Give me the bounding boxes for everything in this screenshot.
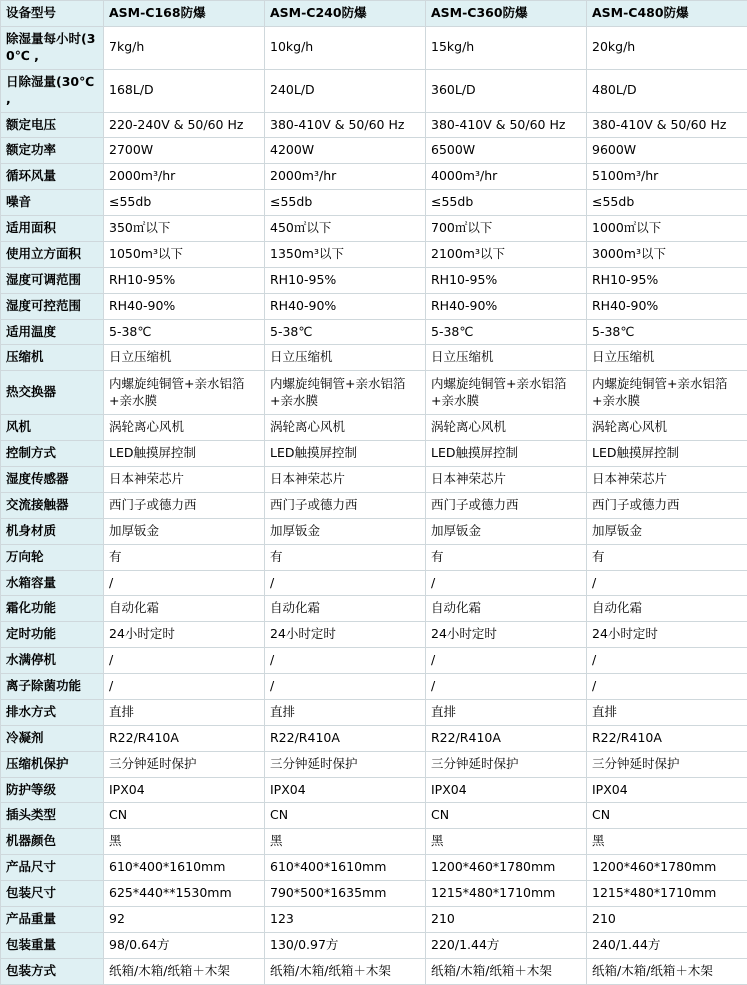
table-cell: 450㎡以下 <box>265 216 426 242</box>
table-cell: 210 <box>587 906 747 932</box>
table-row <box>1 27 747 70</box>
table-cell: / <box>104 674 265 700</box>
table-cell: 涡轮离心风机 <box>104 415 265 441</box>
row-label-cell: 湿度可控范围 <box>1 293 104 319</box>
table-cell: / <box>587 648 747 674</box>
table-cell: 168L/D <box>104 69 265 112</box>
table-cell: 自动化霜 <box>426 596 587 622</box>
table-cell: LED触摸屏控制 <box>587 441 747 467</box>
table-cell: 1050m³以下 <box>104 241 265 267</box>
model-header-cell: ASM-C240防爆 <box>265 1 426 27</box>
table-cell: 130/0.97方 <box>265 932 426 958</box>
table-cell: 日本神荣芯片 <box>104 467 265 493</box>
table-cell: 2000m³/hr <box>104 164 265 190</box>
table-cell: 直排 <box>426 699 587 725</box>
table-cell: RH40-90% <box>104 293 265 319</box>
table-cell: 220-240V & 50/60 Hz <box>104 112 265 138</box>
table-cell: 1215*480*1710mm <box>426 881 587 907</box>
table-cell: RH10-95% <box>265 267 426 293</box>
table-cell: 直排 <box>265 699 426 725</box>
table-cell: / <box>104 570 265 596</box>
row-label-cell: 交流接触器 <box>1 492 104 518</box>
table-cell: IPX04 <box>265 777 426 803</box>
row-label-cell: 产品重量 <box>1 906 104 932</box>
table-cell: 5-38℃ <box>265 319 426 345</box>
table-cell: 日立压缩机 <box>104 345 265 371</box>
table-cell: R22/R410A <box>587 725 747 751</box>
table-row <box>1 216 747 242</box>
table-cell: 纸箱/木箱/纸箱＋木架 <box>265 958 426 984</box>
table-cell: 西门子或德力西 <box>426 492 587 518</box>
table-cell: 纸箱/木箱/纸箱＋木架 <box>587 958 747 984</box>
table-row <box>1 467 747 493</box>
table-cell: 日立压缩机 <box>265 345 426 371</box>
table-cell: 1200*460*1780mm <box>426 855 587 881</box>
table-row <box>1 164 747 190</box>
table-row <box>1 855 747 881</box>
table-cell: 92 <box>104 906 265 932</box>
table-cell: 20kg/h <box>587 27 747 70</box>
table-cell: 西门子或德力西 <box>587 492 747 518</box>
table-row <box>1 777 747 803</box>
table-row <box>1 293 747 319</box>
table-cell: 240/1.44方 <box>587 932 747 958</box>
row-label-cell: 噪音 <box>1 190 104 216</box>
table-cell: ≤55db <box>104 190 265 216</box>
table-cell: 日本神荣芯片 <box>426 467 587 493</box>
table-cell: R22/R410A <box>104 725 265 751</box>
table-cell: 西门子或德力西 <box>104 492 265 518</box>
table-cell: CN <box>265 803 426 829</box>
row-label-cell: 包装方式 <box>1 958 104 984</box>
table-cell: RH40-90% <box>426 293 587 319</box>
table-cell: CN <box>587 803 747 829</box>
table-cell: / <box>426 674 587 700</box>
table-cell: 1350m³以下 <box>265 241 426 267</box>
header-label-cell: 设备型号 <box>1 1 104 27</box>
row-label-cell: 额定功率 <box>1 138 104 164</box>
row-label-cell: 冷凝剂 <box>1 725 104 751</box>
table-cell: 610*400*1610mm <box>104 855 265 881</box>
table-cell: 2000m³/hr <box>265 164 426 190</box>
table-cell: 380-410V & 50/60 Hz <box>265 112 426 138</box>
table-cell: 加厚钣金 <box>587 518 747 544</box>
table-cell: 内螺旋纯铜管+亲水铝箔+亲水膜 <box>587 371 747 415</box>
row-label-cell: 风机 <box>1 415 104 441</box>
table-cell: 有 <box>426 544 587 570</box>
table-row <box>1 751 747 777</box>
row-label-cell: 插头类型 <box>1 803 104 829</box>
table-row <box>1 803 747 829</box>
table-cell: ≤55db <box>265 190 426 216</box>
table-cell: 2100m³以下 <box>426 241 587 267</box>
table-cell: 加厚钣金 <box>265 518 426 544</box>
row-label-cell: 机身材质 <box>1 518 104 544</box>
table-cell: ≤55db <box>426 190 587 216</box>
table-cell: IPX04 <box>587 777 747 803</box>
table-cell: 24小时定时 <box>426 622 587 648</box>
table-cell: 日本神荣芯片 <box>587 467 747 493</box>
table-cell: / <box>426 648 587 674</box>
row-label-cell: 排水方式 <box>1 699 104 725</box>
table-row <box>1 881 747 907</box>
table-cell: R22/R410A <box>426 725 587 751</box>
table-cell: 涡轮离心风机 <box>587 415 747 441</box>
table-cell: 350㎡以下 <box>104 216 265 242</box>
table-cell: / <box>265 648 426 674</box>
row-label-cell: 包装重量 <box>1 932 104 958</box>
table-cell: 380-410V & 50/60 Hz <box>587 112 747 138</box>
table-cell: 日立压缩机 <box>587 345 747 371</box>
table-cell: 西门子或德力西 <box>265 492 426 518</box>
table-row <box>1 267 747 293</box>
table-cell: / <box>587 674 747 700</box>
table-row <box>1 492 747 518</box>
table-row <box>1 596 747 622</box>
table-cell: 内螺旋纯铜管+亲水铝箔+亲水膜 <box>265 371 426 415</box>
table-cell: RH10-95% <box>587 267 747 293</box>
table-cell: 直排 <box>587 699 747 725</box>
table-cell: / <box>104 648 265 674</box>
table-row <box>1 345 747 371</box>
row-label-cell: 万向轮 <box>1 544 104 570</box>
table-cell: 380-410V & 50/60 Hz <box>426 112 587 138</box>
table-row <box>1 112 747 138</box>
table-cell: 直排 <box>104 699 265 725</box>
row-label-cell: 压缩机 <box>1 345 104 371</box>
table-row <box>1 138 747 164</box>
table-cell: / <box>587 570 747 596</box>
model-header-cell: ASM-C360防爆 <box>426 1 587 27</box>
row-label-cell: 压缩机保护 <box>1 751 104 777</box>
table-cell: 700㎡以下 <box>426 216 587 242</box>
model-header-cell: ASM-C168防爆 <box>104 1 265 27</box>
table-row <box>1 518 747 544</box>
table-row <box>1 648 747 674</box>
table-cell: / <box>265 674 426 700</box>
table-row <box>1 69 747 112</box>
table-cell: 黑 <box>104 829 265 855</box>
row-label-cell: 离子除菌功能 <box>1 674 104 700</box>
row-label-cell: 除湿量每小时(30℃ , <box>1 27 104 70</box>
table-cell: 10kg/h <box>265 27 426 70</box>
table-cell: 三分钟延时保护 <box>265 751 426 777</box>
table-cell: RH40-90% <box>265 293 426 319</box>
table-row <box>1 319 747 345</box>
table-cell: 1215*480*1710mm <box>587 881 747 907</box>
row-label-cell: 水满停机 <box>1 648 104 674</box>
table-cell: RH10-95% <box>104 267 265 293</box>
table-cell: / <box>426 570 587 596</box>
table-cell: 三分钟延时保护 <box>587 751 747 777</box>
table-cell: LED触摸屏控制 <box>265 441 426 467</box>
table-row <box>1 570 747 596</box>
table-cell: 6500W <box>426 138 587 164</box>
table-cell: 4200W <box>265 138 426 164</box>
table-cell: RH40-90% <box>587 293 747 319</box>
table-cell: 纸箱/木箱/纸箱＋木架 <box>104 958 265 984</box>
table-cell: 210 <box>426 906 587 932</box>
row-label-cell: 控制方式 <box>1 441 104 467</box>
row-label-cell: 防护等级 <box>1 777 104 803</box>
table-cell: 有 <box>587 544 747 570</box>
table-cell: 自动化霜 <box>587 596 747 622</box>
row-label-cell: 霜化功能 <box>1 596 104 622</box>
table-cell: 9600W <box>587 138 747 164</box>
table-row <box>1 674 747 700</box>
table-cell: 5-38℃ <box>104 319 265 345</box>
table-cell: 加厚钣金 <box>104 518 265 544</box>
table-cell: 涡轮离心风机 <box>265 415 426 441</box>
table-row <box>1 829 747 855</box>
table-row <box>1 241 747 267</box>
row-label-cell: 适用面积 <box>1 216 104 242</box>
table-cell: ≤55db <box>587 190 747 216</box>
table-cell: 内螺旋纯铜管+亲水铝箔+亲水膜 <box>426 371 587 415</box>
table-cell: 625*440**1530mm <box>104 881 265 907</box>
table-cell: 360L/D <box>426 69 587 112</box>
row-label-cell: 机器颜色 <box>1 829 104 855</box>
row-label-cell: 包装尺寸 <box>1 881 104 907</box>
table-cell: 98/0.64方 <box>104 932 265 958</box>
table-cell: LED触摸屏控制 <box>426 441 587 467</box>
table-row <box>1 958 747 984</box>
row-label-cell: 日除湿量(30℃ , <box>1 69 104 112</box>
table-cell: 涡轮离心风机 <box>426 415 587 441</box>
table-cell: 5100m³/hr <box>587 164 747 190</box>
table-row <box>1 699 747 725</box>
table-cell: 24小时定时 <box>587 622 747 648</box>
table-cell: 3000m³以下 <box>587 241 747 267</box>
model-header-cell: ASM-C480防爆 <box>587 1 747 27</box>
table-cell: 自动化霜 <box>104 596 265 622</box>
table-cell: LED触摸屏控制 <box>104 441 265 467</box>
table-row <box>1 441 747 467</box>
table-cell: 黑 <box>587 829 747 855</box>
table-cell: 2700W <box>104 138 265 164</box>
row-label-cell: 定时功能 <box>1 622 104 648</box>
table-cell: 三分钟延时保护 <box>104 751 265 777</box>
table-cell: 24小时定时 <box>265 622 426 648</box>
table-cell: 15kg/h <box>426 27 587 70</box>
table-cell: 1000㎡以下 <box>587 216 747 242</box>
table-cell: 黑 <box>426 829 587 855</box>
table-row <box>1 622 747 648</box>
table-cell: 自动化霜 <box>265 596 426 622</box>
table-cell: 5-38℃ <box>587 319 747 345</box>
table-cell: 日立压缩机 <box>426 345 587 371</box>
row-label-cell: 循环风量 <box>1 164 104 190</box>
row-label-cell: 产品尺寸 <box>1 855 104 881</box>
table-cell: 7kg/h <box>104 27 265 70</box>
table-row <box>1 906 747 932</box>
table-cell: RH10-95% <box>426 267 587 293</box>
table-cell: 220/1.44方 <box>426 932 587 958</box>
table-cell: IPX04 <box>104 777 265 803</box>
table-cell: R22/R410A <box>265 725 426 751</box>
row-label-cell: 热交换器 <box>1 371 104 415</box>
table-cell: 有 <box>265 544 426 570</box>
table-cell: IPX04 <box>426 777 587 803</box>
table-row <box>1 725 747 751</box>
row-label-cell: 湿度传感器 <box>1 467 104 493</box>
table-cell: 1200*460*1780mm <box>587 855 747 881</box>
table-cell: 内螺旋纯铜管+亲水铝箔+亲水膜 <box>104 371 265 415</box>
table-cell: 加厚钣金 <box>426 518 587 544</box>
table-cell: 123 <box>265 906 426 932</box>
table-header-row <box>1 1 747 27</box>
row-label-cell: 水箱容量 <box>1 570 104 596</box>
table-row <box>1 371 747 415</box>
table-cell: 4000m³/hr <box>426 164 587 190</box>
row-label-cell: 适用温度 <box>1 319 104 345</box>
table-cell: 610*400*1610mm <box>265 855 426 881</box>
table-cell: 790*500*1635mm <box>265 881 426 907</box>
table-row <box>1 932 747 958</box>
table-cell: 三分钟延时保护 <box>426 751 587 777</box>
table-cell: / <box>265 570 426 596</box>
table-row <box>1 415 747 441</box>
table-cell: 纸箱/木箱/纸箱＋木架 <box>426 958 587 984</box>
table-row <box>1 190 747 216</box>
table-cell: 日本神荣芯片 <box>265 467 426 493</box>
table-cell: 黑 <box>265 829 426 855</box>
row-label-cell: 额定电压 <box>1 112 104 138</box>
table-cell: 24小时定时 <box>104 622 265 648</box>
table-row <box>1 544 747 570</box>
table-cell: 480L/D <box>587 69 747 112</box>
table-cell: 有 <box>104 544 265 570</box>
table-cell: 5-38℃ <box>426 319 587 345</box>
table-cell: CN <box>104 803 265 829</box>
table-cell: 240L/D <box>265 69 426 112</box>
table-cell: CN <box>426 803 587 829</box>
row-label-cell: 使用立方面积 <box>1 241 104 267</box>
row-label-cell: 湿度可调范围 <box>1 267 104 293</box>
